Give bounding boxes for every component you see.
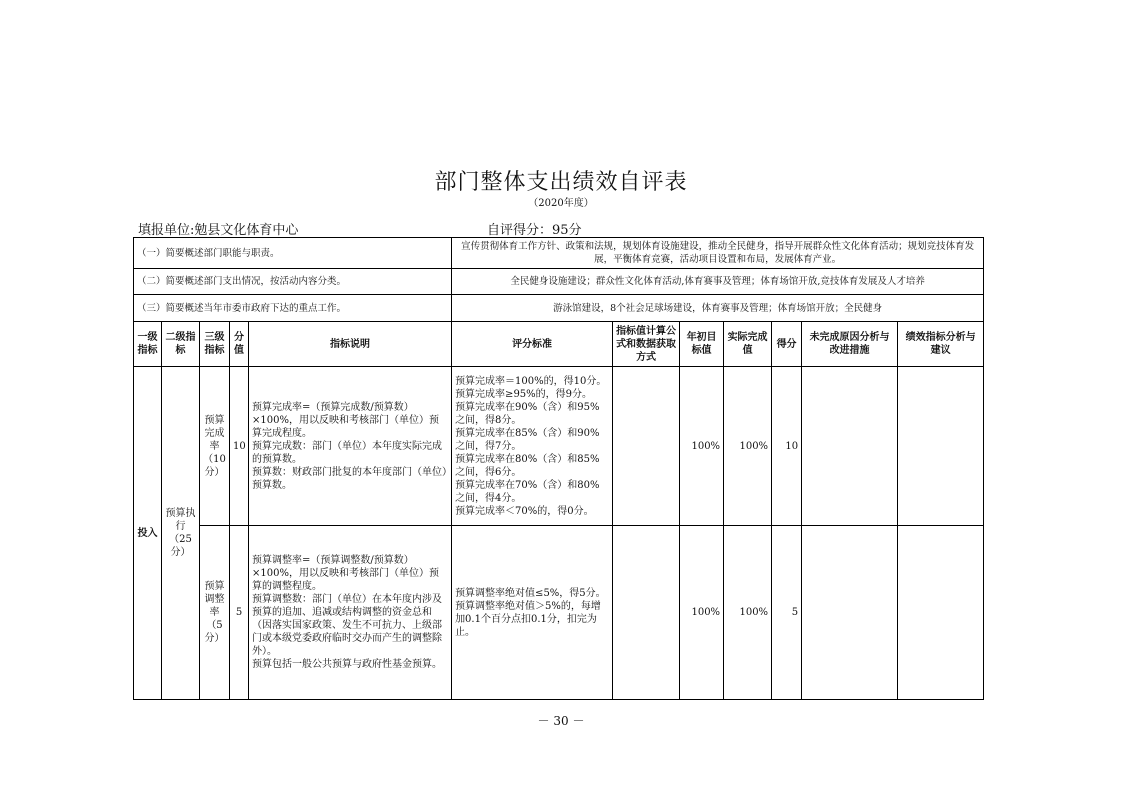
table-row bbox=[134, 526, 984, 700]
document-title: 部门整体支出绩效自评表 bbox=[434, 170, 688, 195]
header-description: 指标说明 bbox=[249, 322, 452, 367]
evaluation-table bbox=[133, 237, 984, 700]
criteria-cell: 预算完成率＝100%的，得10分。 预算完成率≥95%的，得9分。 预算完成率在90%（含）和95%之间，得8分。 预算完成率在85%（含）和90%之间，得7分。 预算完成率在80%（含）和85%之间，得6分。 预算完成率在70%（含）和80%之间，得4分。 预算完成率＜70%的，得0分。 bbox=[452, 367, 613, 526]
table-row bbox=[134, 367, 984, 526]
summary-row-1 bbox=[134, 238, 984, 269]
header-criteria: 评分标准 bbox=[452, 322, 613, 367]
reason-cell bbox=[802, 367, 898, 526]
header-level1: 一级指标 bbox=[134, 322, 162, 367]
level2-cell: 预算执行（25分） bbox=[162, 367, 200, 700]
description-cell: 预算完成率=（预算完成数/预算数）×100%，用以反映和考核部门（单位）预算完成程度。 预算完成数：部门（单位）本年度实际完成的预算数。 预算数：财政部门批复的本年度部门（单位）预算数。 bbox=[249, 367, 452, 526]
score-cell: 5 bbox=[772, 526, 802, 700]
header-target: 年初目标值 bbox=[680, 322, 724, 367]
analysis-cell bbox=[898, 526, 984, 700]
header-formula: 指标值计算公式和数据获取方式 bbox=[613, 322, 680, 367]
header-row bbox=[134, 322, 984, 367]
actual-cell: 100% bbox=[724, 367, 772, 526]
summary-label-3: （三）简要概述当年市委市政府下达的重点工作。 bbox=[134, 295, 452, 322]
summary-content-1: 宣传贯彻体育工作方针、政策和法规，规划体育设施建设，推动全民健身，指导开展群众性文化体育活动；规划竞技体育发展，平衡体育竞赛，活动项目设置和布局，发展体育产业。 bbox=[452, 238, 984, 269]
target-cell: 100% bbox=[680, 526, 724, 700]
summary-content-2: 全民健身设施建设；群众性文化体育活动,体育赛事及管理；体育场馆开放,竞技体育发展及人才培养 bbox=[452, 269, 984, 295]
description-cell: 预算调整率=（预算调整数/预算数）×100%，用以反映和考核部门（单位）预算的调整程度。 预算调整数：部门（单位）在本年度内涉及预算的追加、追减或结构调整的资金总和（因落实国家政策、发生不可抗力、上级部门或本级党委政府临时交办而产生的调整除外）。 预算包括一般公共预算与政府性基金预算。 bbox=[249, 526, 452, 700]
header-level3: 三级指标 bbox=[200, 322, 230, 367]
formula-cell bbox=[613, 367, 680, 526]
formula-cell bbox=[613, 526, 680, 700]
page-number: － 30 － bbox=[537, 714, 585, 728]
summary-row-3 bbox=[134, 295, 984, 322]
actual-cell: 100% bbox=[724, 526, 772, 700]
summary-label-1: （一）简要概述部门职能与职责。 bbox=[134, 238, 452, 269]
reporting-unit: 填报单位:勉县文化体育中心 bbox=[138, 223, 299, 238]
summary-content-3: 游泳馆建设，8个社会足球场建设，体育赛事及管理；体育场馆开放；全民健身 bbox=[452, 295, 984, 322]
analysis-cell bbox=[898, 367, 984, 526]
header-level2: 二级指标 bbox=[162, 322, 200, 367]
points-cell: 5 bbox=[230, 526, 249, 700]
points-cell: 10 bbox=[230, 367, 249, 526]
reason-cell bbox=[802, 526, 898, 700]
summary-label-2: （二）简要概述部门支出情况，按活动内容分类。 bbox=[134, 269, 452, 295]
level3-cell: 预算完成率（10分） bbox=[200, 367, 230, 526]
target-cell: 100% bbox=[680, 367, 724, 526]
level3-cell: 预算调整率（5分） bbox=[200, 526, 230, 700]
header-reason: 未完成原因分析与改进措施 bbox=[802, 322, 898, 367]
level1-cell: 投入 bbox=[134, 367, 162, 700]
criteria-cell: 预算调整率绝对值≤5%，得5分。 预算调整率绝对值＞5%的，每增加0.1个百分点扣0.1分，扣完为止。 bbox=[452, 526, 613, 700]
header-points: 分值 bbox=[230, 322, 249, 367]
summary-row-2 bbox=[134, 269, 984, 295]
document-year: （2020年度） bbox=[528, 198, 594, 209]
header-actual: 实际完成值 bbox=[724, 322, 772, 367]
header-analysis: 绩效指标分析与建议 bbox=[898, 322, 984, 367]
header-score: 得分 bbox=[772, 322, 802, 367]
self-score: 自评得分：95分 bbox=[487, 223, 582, 238]
score-cell: 10 bbox=[772, 367, 802, 526]
